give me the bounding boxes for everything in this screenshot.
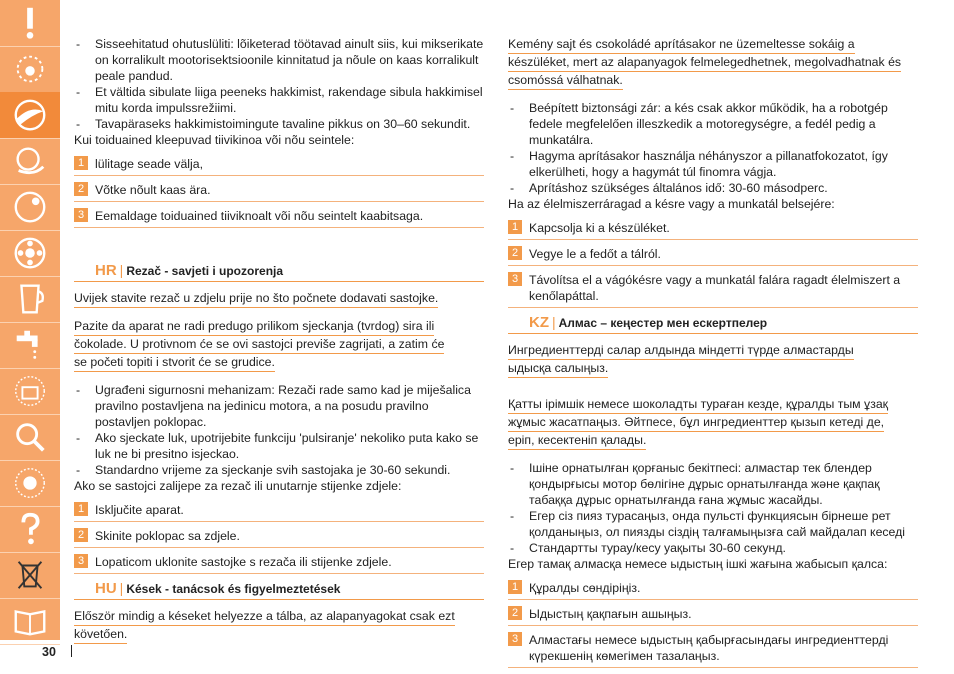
warning-text: készüléket, mert az alapanyagok felmelegedhetnek, megolvadhatnak és [508,54,901,72]
paragraph: Ha az élelmiszerráragad a késre vagy a munkatál belsejére: [508,197,835,211]
section-heading-kz: KZ | Алмас – кеңестер мен ескертпелер [508,314,918,334]
step-text: Ыдыстың қақпағын ашыңыз. [529,607,692,621]
step-number: 2 [508,606,522,620]
dough-disc-icon[interactable] [0,184,60,231]
list-item: - Ako sjeckate luk, upotrijebite funkciju 'pulsiranje' nekoliko puta kako se luk ne bi presitno isjeckao. [74,430,484,462]
list-item: - Hagyma aprításakor használja néhányszor a pillanatfokozatot, így elkerülheti, hogy a hagymát túl finomra vágja. [508,148,918,180]
click-and-go-icon[interactable] [0,46,60,93]
step-text: Алмастағы немесе ыдыстың қабырғасындағы ингредиенттерді күрекшенің көмегімен тазалаңыз. [529,633,889,663]
paragraph: Ako se sastojci zalijepe za rezač ili unutarnje stijenke zdjele: [74,479,402,493]
step-item [508,632,918,668]
warning-text: čokolade. U protivnom će se ovi sastojci previše zagrijati, a zatim će [74,336,444,354]
warning-text: Қатты ірімшік немесе шоколадты тураған кезде, құралды тым ұзақ [508,396,888,414]
step-item [74,528,484,548]
step-text: Võtke nõult kaas ära. [95,183,211,197]
section-title: Алмас – кеңестер мен ескертпелер [558,316,768,330]
list-item: - Aprításhoz szükséges általános idő: 30-60 másodperc. [508,180,918,196]
step-number: 1 [74,502,88,516]
step-text: Eemaldage toiduained tiiviknoalt või nõu seintelt kaabitsaga. [95,209,424,223]
step-item [74,208,484,228]
step-number: 3 [508,632,522,646]
magnifier-icon[interactable] [0,414,60,461]
step-item [74,182,484,202]
paragraph: Егер тамақ алмасқа немесе ыдыстың ішкі жағына жабысып қалса: [508,557,888,571]
world-wide-guarantee-icon[interactable] [0,460,60,507]
step-item [508,246,918,266]
step-item [74,156,484,176]
step-text: lülitage seade välja, [95,157,204,171]
warning-text: se početi topiti i stvorit će se grudice. [74,354,275,372]
step-number: 3 [74,554,88,568]
warning-text: жұмыс жасатпаңыз. Әйтпесе, бұл ингредиенттер қызып кетеді де, [508,414,884,432]
warning-text: Kemény sajt és csokoládé aprításakor ne üzemeltesse sokáig a [508,36,855,54]
flower-disc-icon[interactable] [0,230,60,277]
list-item: - Standardno vrijeme za sjeckanje svih sastojaka je 30-60 sekundi. [74,462,484,478]
step-item [508,220,918,240]
language-code: HU [95,580,117,597]
step-number: 2 [74,528,88,542]
warning-text: követően. [74,626,127,644]
warning-text: Ингредиенттерді салар алдында міндетті түрде алмастарды [508,342,854,360]
list-item: - Ugrađeni sigurnosni mehanizam: Rezači rade samo kad je miješalica pravilno postavljena na jedinicu motora, a na posudu pravilno postavljen poklopac. [74,382,484,430]
step-item [74,554,484,574]
list-item: - Стандартты турау/кесу уақыты 30-60 секунд. [508,540,918,556]
list-item: - Sisseehitatud ohutuslüliti: lõiketerad töötavad ainult siis, kui mikserikate on korralikult mootorisektsioonile kinnitatud ja nõule on kaas korralikult peale pandud. [74,36,484,84]
step-number: 3 [508,272,522,286]
section-heading-hr: HR | Rezač - savjeti i upozorenja [74,262,484,282]
step-number: 3 [74,208,88,222]
warning-text: csomóssá válhatnak. [508,72,623,90]
step-number: 1 [74,156,88,170]
bin-icon[interactable] [0,552,60,599]
question-icon[interactable] [0,506,60,553]
step-number: 2 [508,246,522,260]
paragraph: Kui toiduained kleepuvad tiivikinoa või nõu seintele: [74,133,355,147]
step-text: Kapcsolja ki a készüléket. [529,221,670,235]
section-title: Rezač - savjeti i upozorenja [126,264,284,278]
book-icon[interactable] [0,598,60,645]
section-heading-hu: HU | Kések - tanácsok és figyelmeztetések [74,580,484,600]
step-text: Isključite aparat. [95,503,184,517]
list-item: - Егер сіз пияз турасаңыз, онда пульсті функциясын бірнеше рет қолданыңыз, ол пиязды сіздің талғамыңызға сай майдалап кеседі [508,508,918,540]
step-item [508,272,918,308]
step-text: Lopaticom uklonite sastojke s rezača ili stijenke zdjele. [95,555,392,569]
storage-box-icon[interactable] [0,368,60,415]
language-code: KZ [529,314,549,331]
step-number: 1 [508,580,522,594]
section-title: Kések - tanácsok és figyelmeztetések [126,582,341,596]
step-number: 2 [74,182,88,196]
tap-icon[interactable] [0,322,60,369]
shaker-icon[interactable] [0,138,60,185]
blade-icon[interactable] [0,92,60,139]
warning-text: Pazite da aparat ne radi predugo prilikom sjeckanja (tvrdog) sira ili [74,318,434,336]
warning-text: ыдысқа салыңыз. [508,360,608,378]
list-item: - Et vältida sibulate liiga peeneks hakkimist, rakendage sibula hakkimisel mitu korda impulssrežiimi. [74,84,484,116]
step-item [508,606,918,626]
left-column [74,36,484,644]
list-item: - Ішіне орнатылған қорғаныс бекітпесі: алмастар тек блендер қондырғысы мотор бөлігіне дұрыс орнатылғанда және қақпақ табаққа дұрыс орнатылғанда ғана жұмыс жасайды. [508,460,918,508]
step-text: Құралды сөндіріңіз. [529,581,641,595]
list-item: - Beépített biztonsági zár: a kés csak akkor működik, ha a robotgép fedele megfelelően illeszkedik a motoregységre, a fedél pedig a munkatálra. [508,100,918,148]
step-text: Skinite poklopac sa zdjele. [95,529,240,543]
step-item [508,580,918,600]
warning-text: Uvijek stavite rezač u zdjelu prije no što počnete dodavati sastojke. [74,290,438,308]
warning-text: еріп, кесектеніп қалады. [508,432,646,450]
sidebar [0,0,60,640]
step-text: Távolítsa el a vágókésre vagy a munkatál falára ragadt élelmiszert a kenőlapáttal. [529,273,901,303]
jar-icon[interactable] [0,276,60,323]
warning-text: Először mindig a késeket helyezze a tálba, az alapanyagokat csak ezt [74,608,455,626]
page-number: 30 [42,645,56,659]
page-number-divider [71,645,72,657]
step-text: Vegye le a fedőt a tálról. [529,247,661,261]
language-code: HR [95,262,117,279]
step-item [74,502,484,522]
right-column [508,36,918,674]
step-number: 1 [508,220,522,234]
exclamation-icon[interactable] [0,0,60,47]
list-item: - Tavapäraseks hakkimistoimingute tavaline pikkus on 30–60 sekundit. [74,116,484,132]
